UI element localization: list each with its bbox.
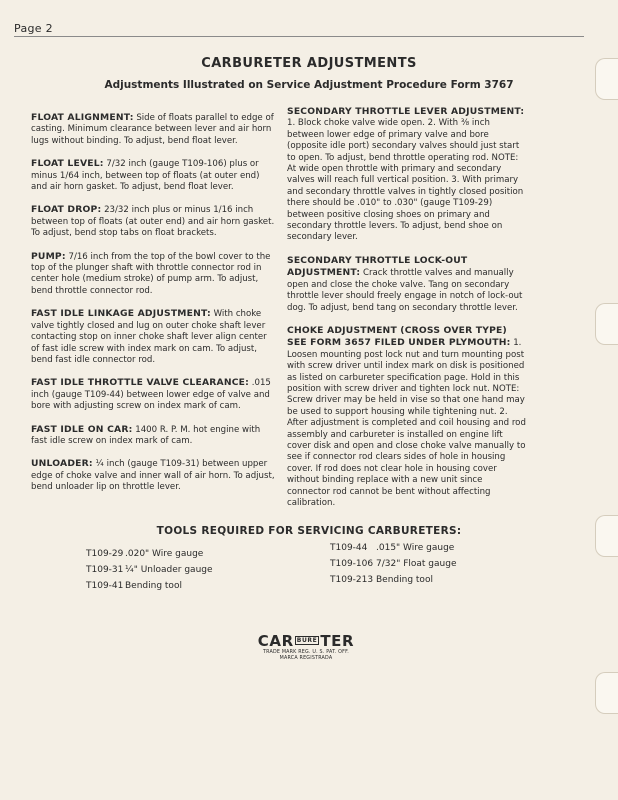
section-label: PUMP: — [31, 250, 66, 262]
header-rule — [14, 36, 584, 37]
left-column — [31, 112, 277, 505]
section-float-level — [31, 158, 277, 193]
tool-description: Bending tool — [376, 575, 433, 585]
section-label: FAST IDLE LINKAGE ADJUSTMENT: — [31, 308, 211, 320]
section-text: Crack throttle valves and manually open and close the choke valve. Tang on secondary throttle lever should freely engage in notch of lock-out dog. To adjust, bend tang on secondary throttle lever. — [287, 268, 523, 313]
section-text: 23/32 inch plus or minus 1/16 inch between top of floats (at outer end) and air horn gasket. To adjust, bend stop tabs on float brackets. — [31, 205, 275, 239]
section-label: UNLOADER: — [31, 458, 93, 470]
tool-description: 7/32" Float gauge — [376, 559, 457, 569]
trademark-line: TRADE MARK REG. U. S. PAT. OFF. — [263, 650, 349, 655]
trademark-line-spanish: MARCA REGISTRADA — [279, 656, 333, 661]
logo-middle-box: BURE — [296, 636, 318, 644]
carbureter-logo — [231, 631, 381, 662]
section-choke-adjustment — [287, 325, 527, 510]
tool-row — [86, 546, 213, 562]
section-label: SECONDARY THROTTLE LEVER ADJUSTMENT: — [287, 106, 525, 117]
section-label: FAST IDLE THROTTLE VALVE CLEARANCE: — [31, 377, 250, 389]
tool-code: T109-44 — [330, 543, 368, 553]
section-text: 1. Loosen mounting post lock nut and turn mounting post with screw driver until index mark on disk is positioned as listed on carbureter specification page. Hold in this position with screw driver and tighten lock nut. NOTE: Screw driver may be held in vise so that one hand may be used to support housing while tightening nut. 2. After adjustment is completed and coil housing and rod assembly and carbureter is installed on engine lift cover disk and open and close choke valve manually to see if connector rod clears sides of hole in housing cover. If rod does not clear hole in housing cover without binding replace with a new unit since connector rod cannot be bent without affecting calibration. — [287, 338, 526, 508]
tools-list-right — [330, 540, 456, 588]
tool-row — [86, 578, 213, 594]
section-fast-idle-throttle-clearance — [31, 377, 277, 412]
tool-description: .015" Wire gauge — [376, 543, 455, 553]
tool-code: T109-29 — [86, 549, 124, 559]
tool-description: ¼" Unloader gauge — [125, 565, 213, 575]
section-float-alignment — [31, 112, 277, 147]
section-fast-idle-linkage — [31, 308, 277, 366]
section-text: With choke valve tightly closed and lug on outer choke shaft lever contacting stop on inner choke shaft lever align center of fast idle screw with index mark on cam. To adjust, bend fast idle connector rod. — [31, 309, 267, 365]
tool-row — [330, 556, 456, 572]
binder-tab — [595, 58, 618, 100]
binder-tab — [595, 303, 618, 345]
tool-description: .020" Wire gauge — [125, 549, 204, 559]
section-unloader — [31, 458, 277, 493]
section-text: Side of floats parallel to edge of casting. Minimum clearance between lever and air horn lugs without binding. To adjust, bend float lever. — [31, 113, 274, 146]
logo-left: CAR — [257, 632, 294, 650]
section-label: FAST IDLE ON CAR: — [31, 423, 133, 435]
section-label: FLOAT ALIGNMENT: — [31, 112, 134, 123]
binder-tab — [595, 515, 618, 557]
tool-row — [330, 540, 456, 556]
page-title: CARBURETER ADJUSTMENTS — [201, 56, 417, 71]
tools-heading: TOOLS REQUIRED FOR SERVICING CARBURETERS: — [156, 525, 462, 537]
tool-description: Bending tool — [125, 581, 182, 591]
section-label: SECONDARY THROTTLE LOCK-OUT ADJUSTMENT: — [287, 254, 468, 279]
tool-code: T109-31 — [86, 565, 124, 575]
section-text: 7/32 inch (gauge T109-106) plus or minus 1/64 inch, between top of floats (at outer end) and air horn gasket. To adjust, bend float lever. — [31, 159, 260, 193]
section-label: CHOKE ADJUSTMENT (CROSS OVER TYPE) SEE FORM 3657 FILED UNDER PLYMOUTH: — [287, 324, 511, 349]
binder-tab — [595, 672, 618, 714]
right-column — [287, 106, 527, 520]
section-secondary-throttle-lockout — [287, 255, 527, 314]
section-pump — [31, 251, 277, 298]
page-subtitle: Adjustments Illustrated on Service Adjustment Procedure Form 3767 — [104, 79, 514, 91]
section-text: .015 inch (gauge T109-44) between lower edge of valve and bore with adjusting screw on index mark of cam. — [31, 378, 271, 412]
tools-list-left — [86, 546, 213, 594]
section-text: ¼ inch (gauge T109-31) between upper edge of choke valve and inner wall of air horn. To adjust, bend unloader lip on throttle lever. — [31, 459, 275, 493]
logo-right: TER — [320, 632, 355, 650]
logo-wordmark — [258, 632, 354, 650]
tool-code: T109-106 — [330, 559, 374, 569]
section-float-drop — [31, 204, 277, 239]
section-label: FLOAT DROP: — [31, 204, 102, 216]
section-label: FLOAT LEVEL: — [31, 158, 104, 170]
section-text: 7/16 inch from the top of the bowl cover to the top of the plunger shaft with throttle connector rod in center hole (medium stroke) of pump arm. To adjust, bend throttle connector rod. — [31, 251, 271, 296]
tool-row — [86, 562, 213, 578]
section-secondary-throttle-lever — [287, 106, 527, 244]
section-text: 1400 R. P. M. hot engine with fast idle screw on index mark of cam. — [31, 424, 261, 446]
tool-code: T109-213 — [330, 575, 374, 585]
tool-row — [330, 572, 456, 588]
page-number: Page 2 — [14, 22, 53, 35]
tool-code: T109-41 — [86, 581, 124, 591]
section-text: 1. Block choke valve wide open. 2. With ⅜ inch between lower edge of primary valve and bore (opposite idle port) secondary valves should just start to open. To adjust, bend throttle operating rod. NOTE: At wide open throttle with primary and secondary valves will reach full vertical position. 3. With primary and secondary throttle valves in tightly closed position there should be .010" to .030" (gauge T109-29) between positive closing shoes on primary and secondary throttle levers. To adjust, bend shoe on secondary lever. — [287, 118, 524, 243]
section-fast-idle-on-car — [31, 424, 277, 448]
